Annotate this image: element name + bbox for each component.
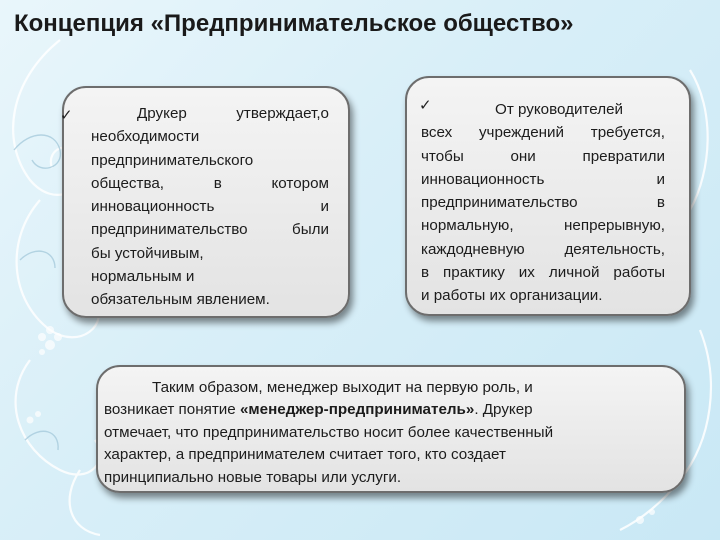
managers-requirement-card: [405, 76, 691, 316]
drucker-statement-card: [62, 86, 350, 318]
text-line: нормальную, непрерывную,: [421, 217, 665, 235]
text-line: [104, 399, 656, 421]
text-line: всех учреждений требуется,: [421, 124, 665, 142]
text-line: каждодневную деятельность,: [421, 240, 665, 258]
page-title: Концепция «Предпринимательское общество»: [14, 10, 574, 37]
text-line: Таким образом, менеджер выходит на первую роль, и: [152, 379, 533, 396]
text-line: предпринимательского: [91, 151, 254, 169]
card-text: [91, 102, 329, 312]
text-line: обязательным явлением.: [91, 291, 270, 309]
card-text: [104, 377, 656, 489]
checkmark-icon: ✓: [60, 106, 73, 124]
text-line: предпринимательство были: [91, 221, 329, 239]
text-line: инновационность и: [91, 198, 329, 216]
text-fragment: возникает понятие: [104, 401, 240, 419]
text-line: характер, а предпринимателем считает того, кто создает: [104, 446, 506, 464]
text-line: общества, в котором: [91, 174, 329, 192]
text-line: принципиально новые товары или услуги.: [104, 468, 402, 486]
text-line: Друкер утверждает,о: [137, 105, 329, 122]
checkmark-icon: ✓: [419, 96, 432, 114]
conclusion-card: [96, 365, 686, 493]
card-text: [421, 98, 665, 308]
text-line: инновационность и: [421, 170, 665, 188]
text-line: чтобы они превратили: [421, 147, 665, 165]
text-line: предпринимательство в: [421, 194, 665, 212]
text-line: отмечает, что предпринимательство носит более качественный: [104, 423, 554, 441]
text-fragment: . Друкер: [474, 401, 533, 419]
key-term: «менеджер-предприниматель»: [239, 401, 475, 419]
text-line: бы устойчивым,: [91, 244, 204, 262]
text-line: в практику их личной работы: [421, 264, 665, 282]
text-line: нормальным и: [91, 268, 195, 286]
text-line: необходимости: [91, 128, 200, 146]
text-line: От руководителей: [495, 101, 623, 118]
text-line: и работы их организации.: [421, 287, 603, 305]
